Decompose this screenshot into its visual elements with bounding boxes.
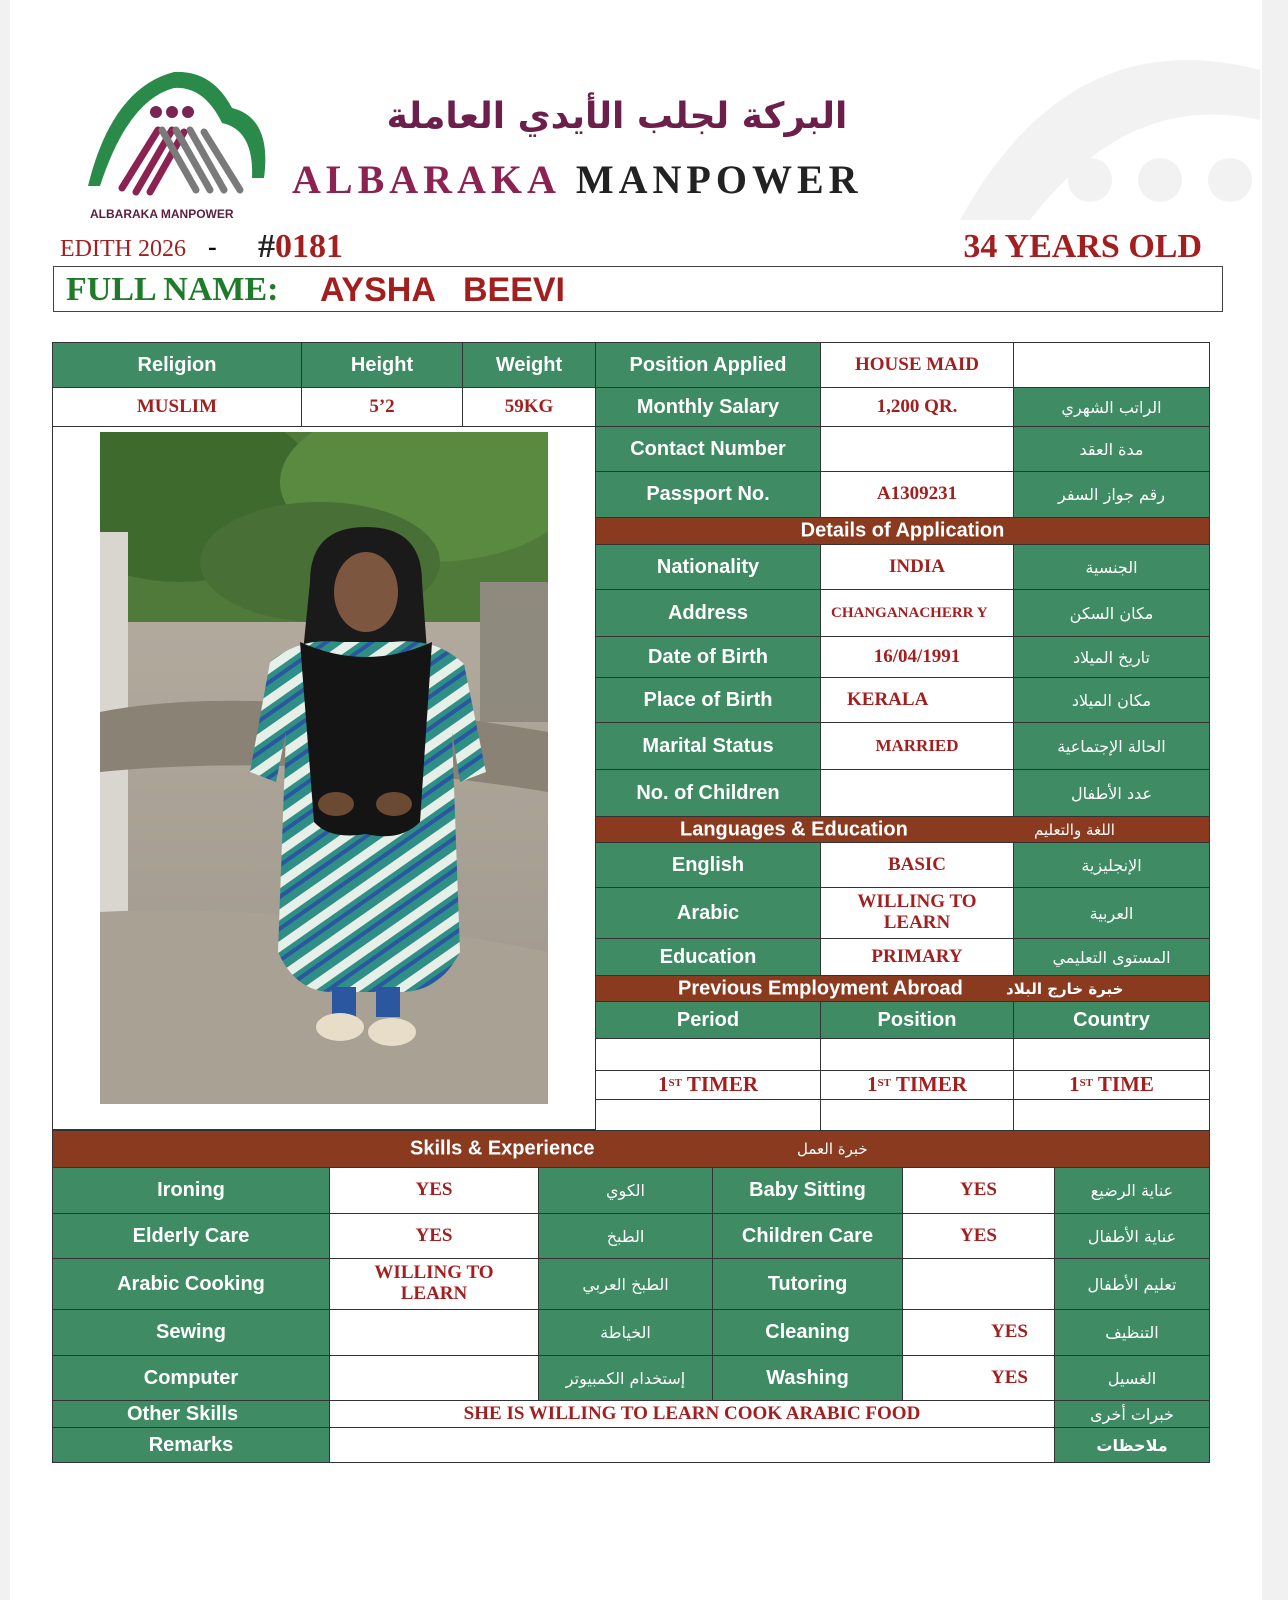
address-label: Address [595, 589, 821, 637]
children-value [820, 769, 1014, 817]
employment-blank2-period [595, 1099, 821, 1131]
skill-washing-arabic: الغسيل [1054, 1355, 1210, 1401]
skill-sewing-arabic: الخياطة [538, 1309, 713, 1356]
position-blank [1013, 342, 1210, 388]
company-name-part1: ALBARAKA [292, 157, 561, 202]
address-arabic: مكان السكن [1013, 589, 1210, 637]
height-value: 5’2 [301, 387, 463, 427]
other-skills-label: Other Skills [52, 1400, 330, 1428]
period-word: TIMER [681, 1072, 758, 1097]
skill-ironing-label: Ironing [52, 1167, 330, 1214]
passport-value: A1309231 [820, 471, 1014, 518]
skill-ironing-arabic: الكوي [538, 1167, 713, 1214]
contact-value [820, 426, 1014, 472]
watermark-logo-icon [960, 30, 1260, 230]
candidate-photo [100, 432, 548, 1104]
skill-tutoring-label: Tutoring [712, 1258, 903, 1310]
dob-arabic: تاريخ الميلاد [1013, 636, 1210, 678]
full-name-box [53, 266, 1223, 312]
employment-title-arabic: خبرة خارج البلاد [1006, 979, 1124, 998]
skill-computer-value [329, 1355, 539, 1401]
country-value [1013, 1070, 1210, 1100]
contact-arabic: مدة العقد [1013, 426, 1210, 472]
skill-sewing-value [329, 1309, 539, 1356]
weight-header: Weight [462, 342, 596, 388]
skill-ironing-value: YES [329, 1167, 539, 1214]
employment-blank-period [595, 1038, 821, 1071]
skill-computer-label: Computer [52, 1355, 330, 1401]
edition-dash: - [208, 232, 217, 261]
period-num: 1 [657, 1072, 669, 1097]
children-label: No. of Children [595, 769, 821, 817]
skill-sewing-label: Sewing [52, 1309, 330, 1356]
country-word: TIME [1093, 1072, 1154, 1097]
arabic-arabic: العربية [1013, 887, 1210, 939]
employment-blank-position [820, 1038, 1014, 1071]
age-label: 34 YEARS OLD [963, 228, 1202, 265]
skill-arabiccooking-label: Arabic Cooking [52, 1258, 330, 1310]
period-value [595, 1070, 821, 1100]
full-name-label: FULL NAME: [66, 271, 279, 308]
passport-arabic: رقم جواز السفر [1013, 471, 1210, 518]
skill-cleaning-value: YES [902, 1309, 1055, 1356]
employment-blank2-position [820, 1099, 1014, 1131]
position-history-value [820, 1070, 1014, 1100]
details-band [595, 517, 1210, 545]
languages-band [595, 816, 1210, 843]
other-skills-arabic: خبرات أخرى [1054, 1400, 1210, 1428]
languages-title-arabic: اللغة والتعليم [1034, 820, 1115, 839]
company-name-arabic: البركة لجلب الأيدي العاملة [386, 96, 848, 137]
remarks-label: Remarks [52, 1427, 330, 1463]
employment-band [595, 975, 1210, 1002]
skill-babysitting-value: YES [902, 1167, 1055, 1214]
country-header: Country [1013, 1001, 1210, 1039]
details-title: Details of Application [800, 519, 1005, 542]
albaraka-logo-icon [82, 68, 272, 218]
skills-title-arabic: خبرة العمل [797, 1140, 868, 1158]
arabic-label: Arabic [595, 887, 821, 939]
skill-babysitting-label: Baby Sitting [712, 1167, 903, 1214]
position-sup: ST [877, 1076, 891, 1089]
country-sup: ST [1079, 1076, 1094, 1089]
skill-computer-arabic: إستخدام الكمبيوتر [538, 1355, 713, 1401]
position-label: Position Applied [595, 342, 821, 388]
marital-label: Marital Status [595, 722, 821, 770]
education-arabic: المستوى التعليمي [1013, 938, 1210, 976]
employment-blank-country [1013, 1038, 1210, 1071]
skill-arabiccooking-value: WILLING TO LEARN [329, 1258, 539, 1310]
position-value: HOUSE MAID [820, 342, 1014, 388]
page-edge-left [0, 0, 10, 1600]
skill-cleaning-arabic: التنظيف [1054, 1309, 1210, 1356]
address-value: CHANGANACHERR Y [820, 589, 1014, 637]
marital-arabic: الحالة الإجتماعية [1013, 722, 1210, 770]
company-name [292, 156, 863, 203]
skill-elderly-value: YES [329, 1213, 539, 1259]
company-name-part2: MANPOWER [575, 157, 863, 202]
languages-title: Languages & Education [680, 818, 908, 840]
pob-label: Place of Birth [595, 677, 821, 723]
employment-title: Previous Employment Abroad [678, 977, 963, 999]
marital-value: MARRIED [820, 722, 1014, 770]
employment-blank2-country [1013, 1099, 1210, 1131]
country-num: 1 [1069, 1072, 1080, 1097]
weight-value: 59KG [462, 387, 596, 427]
nationality-value: INDIA [820, 544, 1014, 590]
nationality-arabic: الجنسية [1013, 544, 1210, 590]
english-label: English [595, 842, 821, 888]
skill-elderly-label: Elderly Care [52, 1213, 330, 1259]
arabic-value: WILLING TO LEARN [820, 887, 1014, 939]
pob-value: KERALA [820, 677, 1014, 723]
salary-value: 1,200 QR. [820, 387, 1014, 427]
skill-childrencare-value: YES [902, 1213, 1055, 1259]
remarks-value [329, 1427, 1055, 1463]
religion-header: Religion [52, 342, 302, 388]
cv-hash: # [258, 228, 275, 265]
dob-value: 16/04/1991 [820, 636, 1014, 678]
remarks-arabic: ملاحظات [1054, 1427, 1210, 1463]
skills-band [52, 1130, 1210, 1168]
skill-cleaning-label: Cleaning [712, 1309, 903, 1356]
page-edge-right [1262, 0, 1288, 1600]
children-arabic: عدد الأطفال [1013, 769, 1210, 817]
education-value: PRIMARY [820, 938, 1014, 976]
skill-washing-value: YES [902, 1355, 1055, 1401]
nationality-label: Nationality [595, 544, 821, 590]
edition-label: EDITH 2026 [60, 236, 186, 262]
period-sup: ST [668, 1076, 682, 1089]
full-name-value: AYSHA BEEVI [320, 271, 566, 309]
skill-babysitting-arabic: عناية الرضيع [1054, 1167, 1210, 1214]
other-skills-value: SHE IS WILLING TO LEARN COOK ARABIC FOOD [329, 1400, 1055, 1428]
skill-tutoring-value [902, 1258, 1055, 1310]
education-label: Education [595, 938, 821, 976]
salary-arabic: الراتب الشهري [1013, 387, 1210, 427]
logo-caption: ALBARAKA MANPOWER [90, 207, 234, 221]
skill-washing-label: Washing [712, 1355, 903, 1401]
contact-label: Contact Number [595, 426, 821, 472]
english-arabic: الإنجليزية [1013, 842, 1210, 888]
skill-childrencare-label: Children Care [712, 1213, 903, 1259]
skills-title: Skills & Experience [410, 1137, 595, 1160]
skill-elderly-arabic: الطبخ [538, 1213, 713, 1259]
period-header: Period [595, 1001, 821, 1039]
position-word: TIMER [890, 1072, 967, 1097]
religion-value: MUSLIM [52, 387, 302, 427]
pob-arabic: مكان الميلاد [1013, 677, 1210, 723]
position-num: 1 [866, 1072, 878, 1097]
position-header: Position [820, 1001, 1014, 1039]
passport-label: Passport No. [595, 471, 821, 518]
height-header: Height [301, 342, 463, 388]
dob-label: Date of Birth [595, 636, 821, 678]
skill-arabiccooking-arabic: الطبخ العربي [538, 1258, 713, 1310]
cv-number-value: 0181 [275, 228, 343, 265]
skill-childrencare-arabic: عناية الأطفال [1054, 1213, 1210, 1259]
salary-label: Monthly Salary [595, 387, 821, 427]
cv-number [258, 228, 343, 266]
skill-tutoring-arabic: تعليم الأطفال [1054, 1258, 1210, 1310]
english-value: BASIC [820, 842, 1014, 888]
